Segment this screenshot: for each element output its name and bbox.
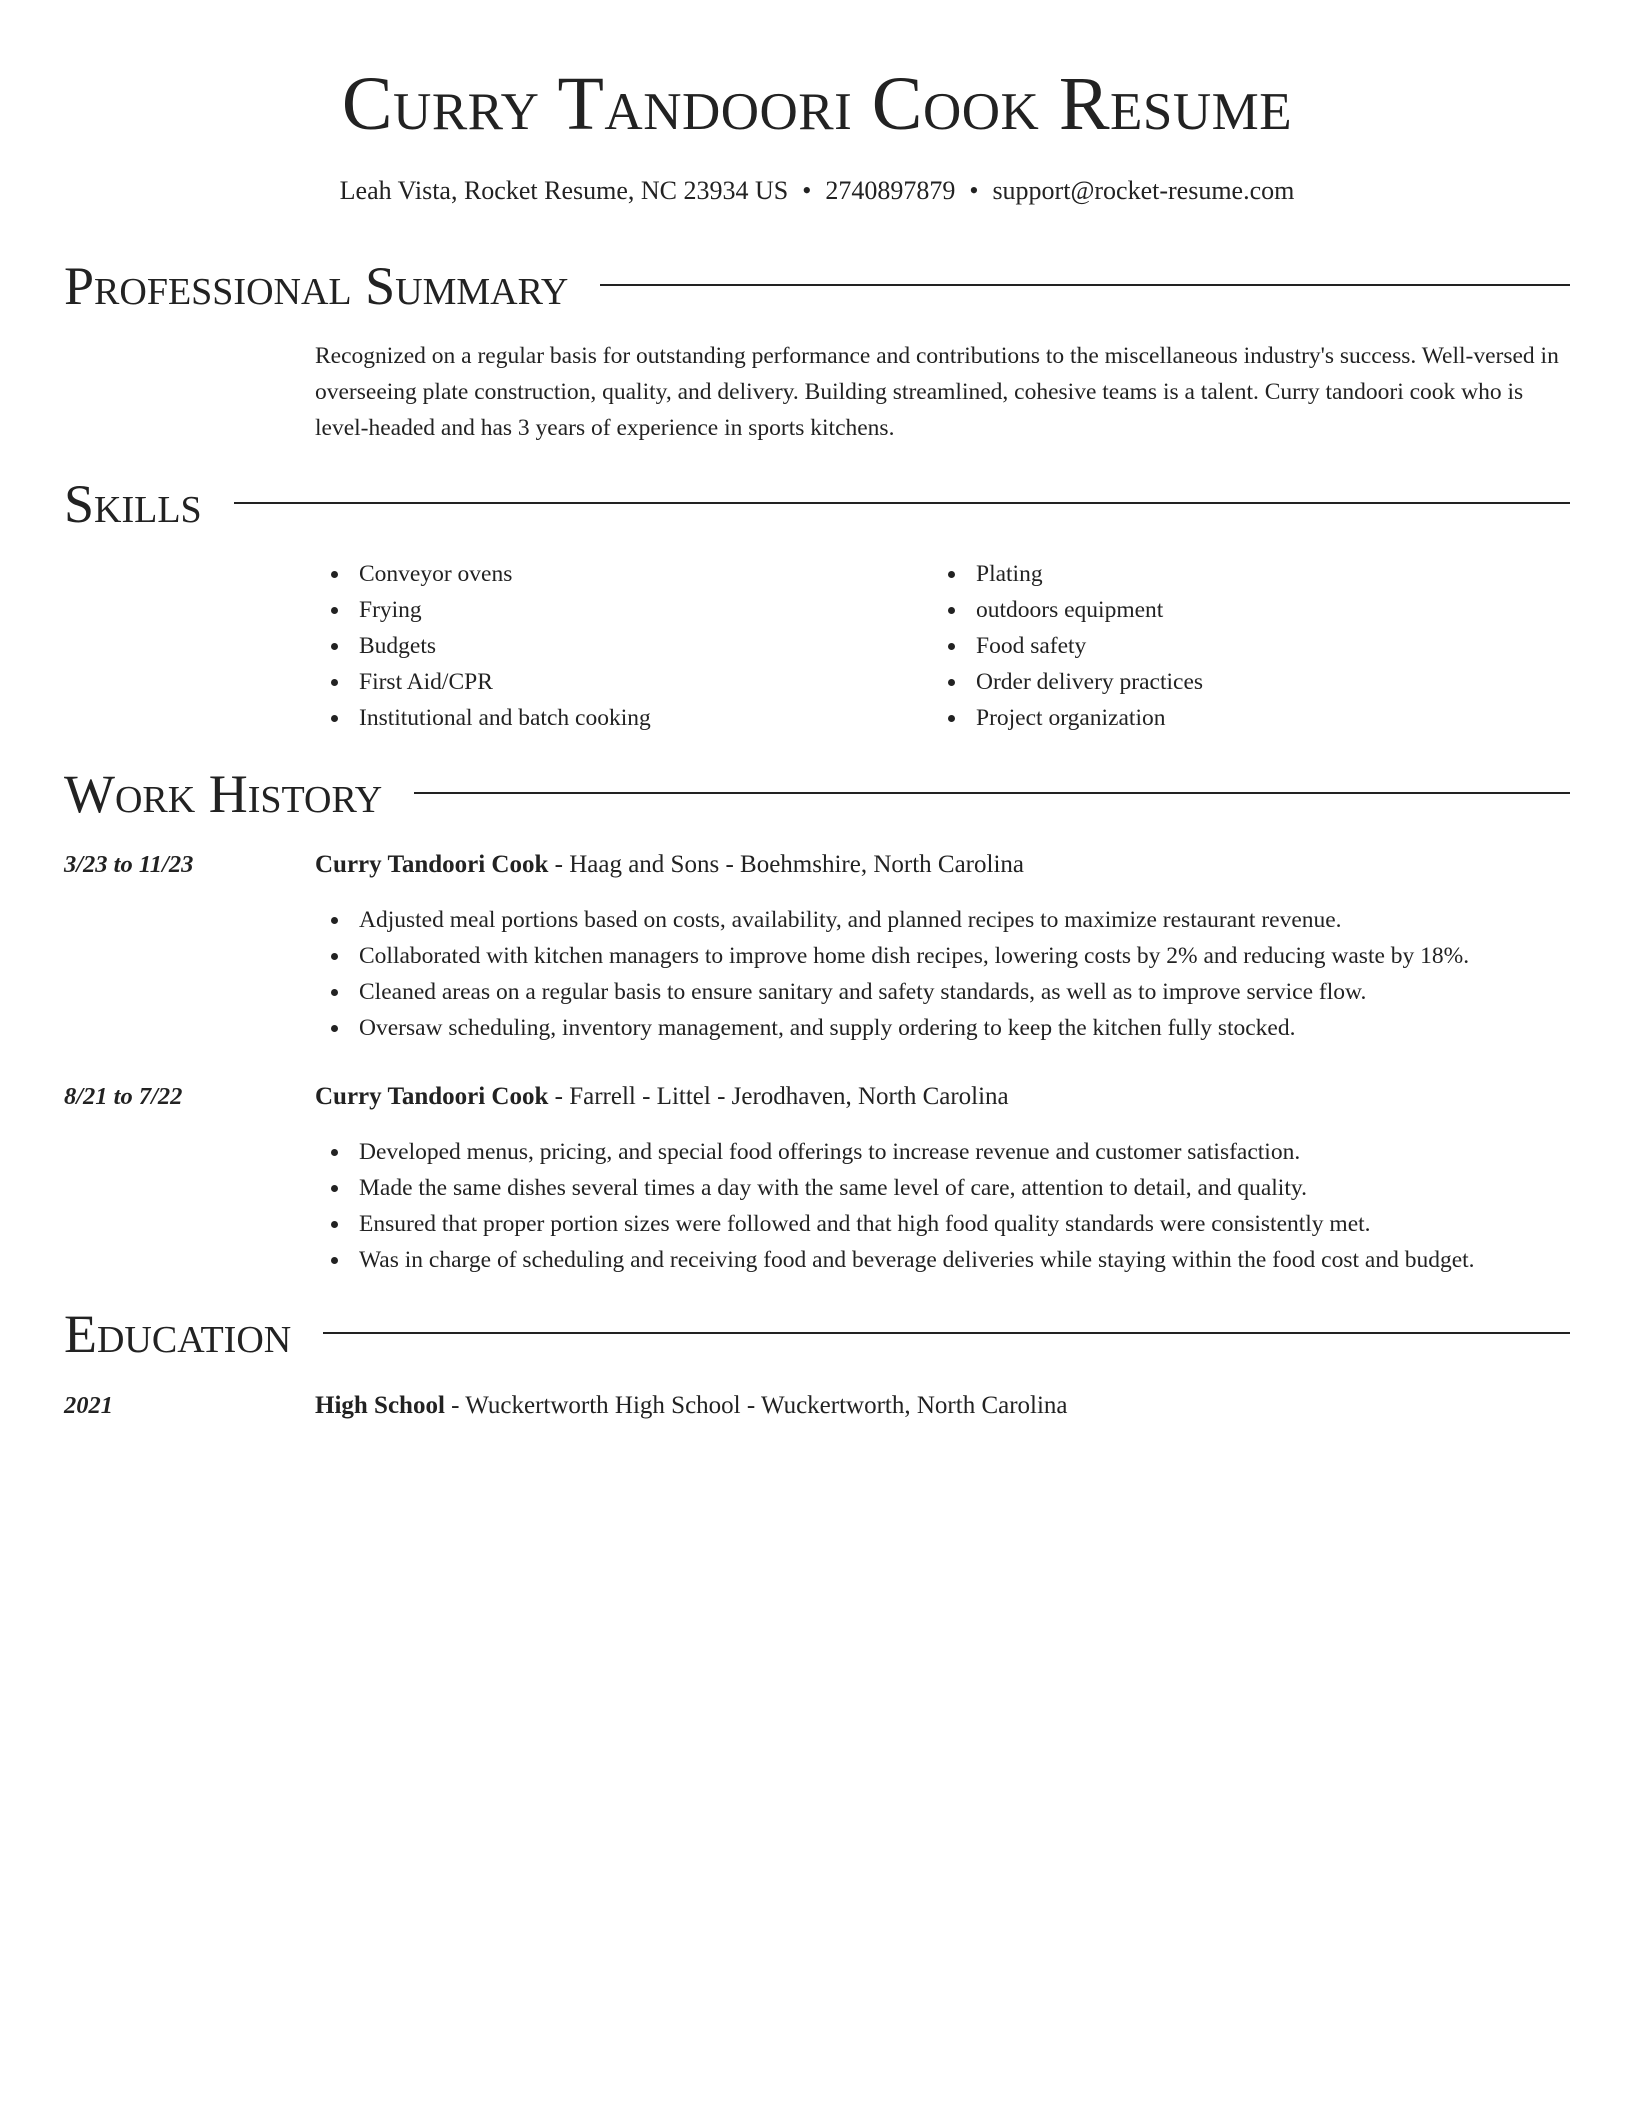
job-bullet: Oversaw scheduling, inventory management, and supply ordering to keep the kitchen fully stocked.	[315, 1010, 1469, 1046]
skill-item: Budgets	[315, 628, 651, 664]
skill-item: Conveyor ovens	[315, 556, 651, 592]
skill-item: Food safety	[932, 628, 1203, 664]
job-dates: 8/21 to 7/22	[64, 1083, 183, 1110]
section-divider	[414, 792, 1570, 794]
education-header	[315, 1389, 1068, 1423]
job-details: - Farrell - Littel - Jerodhaven, North Carolina	[548, 1083, 1009, 1110]
section-divider	[234, 502, 1570, 504]
skill-item: First Aid/CPR	[315, 664, 651, 700]
skills-list-right	[932, 556, 1203, 736]
job-bullet: Was in charge of scheduling and receiving food and beverage deliveries while staying within the food cost and budget.	[315, 1242, 1475, 1278]
job-dates: 3/23 to 11/23	[64, 851, 194, 878]
contact-separator: •	[802, 176, 812, 205]
job-bullet: Developed menus, pricing, and special food offerings to increase revenue and customer satisfaction.	[315, 1134, 1475, 1170]
job-title: Curry Tandoori Cook	[315, 851, 549, 878]
section-divider	[323, 1332, 1570, 1334]
skills-list-left	[315, 556, 651, 736]
contact-line	[64, 174, 1570, 208]
summary-heading: Professional Summary	[64, 256, 569, 316]
skills-heading: Skills	[64, 474, 202, 534]
job-bullets	[315, 902, 1469, 1046]
resume-title: Curry Tandoori Cook Resume	[341, 62, 1293, 146]
job-bullet: Ensured that proper portion sizes were followed and that high food quality standards were consistently met.	[315, 1206, 1475, 1242]
skill-item: Frying	[315, 592, 651, 628]
education-details: - Wuckertworth High School - Wuckertworth, North Carolina	[444, 1392, 1068, 1419]
contact-email: support@rocket-resume.com	[992, 176, 1295, 205]
skills-section-header	[64, 472, 1570, 536]
contact-separator: •	[969, 176, 979, 205]
skill-item: outdoors equipment	[932, 592, 1203, 628]
work-heading: Work History	[64, 764, 383, 824]
contact-address: Leah Vista, Rocket Resume, NC 23934 US	[339, 176, 789, 205]
skill-item: Plating	[932, 556, 1203, 592]
job-header	[315, 848, 1024, 882]
contact-phone: 2740897879	[825, 176, 956, 205]
skill-item: Institutional and batch cooking	[315, 700, 651, 736]
skill-item: Order delivery practices	[932, 664, 1203, 700]
job-header	[315, 1080, 1009, 1114]
education-year: 2021	[64, 1392, 113, 1419]
work-section-header	[64, 762, 1570, 826]
job-bullet: Collaborated with kitchen managers to improve home dish recipes, lowering costs by 2% and reducing waste by 18%.	[315, 938, 1469, 974]
section-divider	[600, 284, 1570, 286]
job-bullet: Cleaned areas on a regular basis to ensure sanitary and safety standards, as well as to improve service flow.	[315, 974, 1469, 1010]
job-details: - Haag and Sons - Boehmshire, North Carolina	[548, 851, 1024, 878]
summary-section-header	[64, 254, 1570, 318]
skill-item: Project organization	[932, 700, 1203, 736]
summary-text: Recognized on a regular basis for outstanding performance and contributions to the miscellaneous industry's success. Well-versed in overseeing plate construction, quality, and delivery. Building streamlined, cohesive teams is a talent. Curry tandoori cook who is level-headed and has 3 years of experience in sports kitchens.	[315, 343, 1559, 441]
education-degree: High School	[315, 1392, 445, 1419]
job-bullet: Adjusted meal portions based on costs, availability, and planned recipes to maximize restaurant revenue.	[315, 902, 1469, 938]
job-title: Curry Tandoori Cook	[315, 1083, 549, 1110]
education-section-header	[64, 1302, 1570, 1366]
education-heading: Education	[64, 1304, 292, 1364]
job-bullet: Made the same dishes several times a day with the same level of care, attention to detail, and quality.	[315, 1170, 1475, 1206]
job-bullets	[315, 1134, 1475, 1278]
